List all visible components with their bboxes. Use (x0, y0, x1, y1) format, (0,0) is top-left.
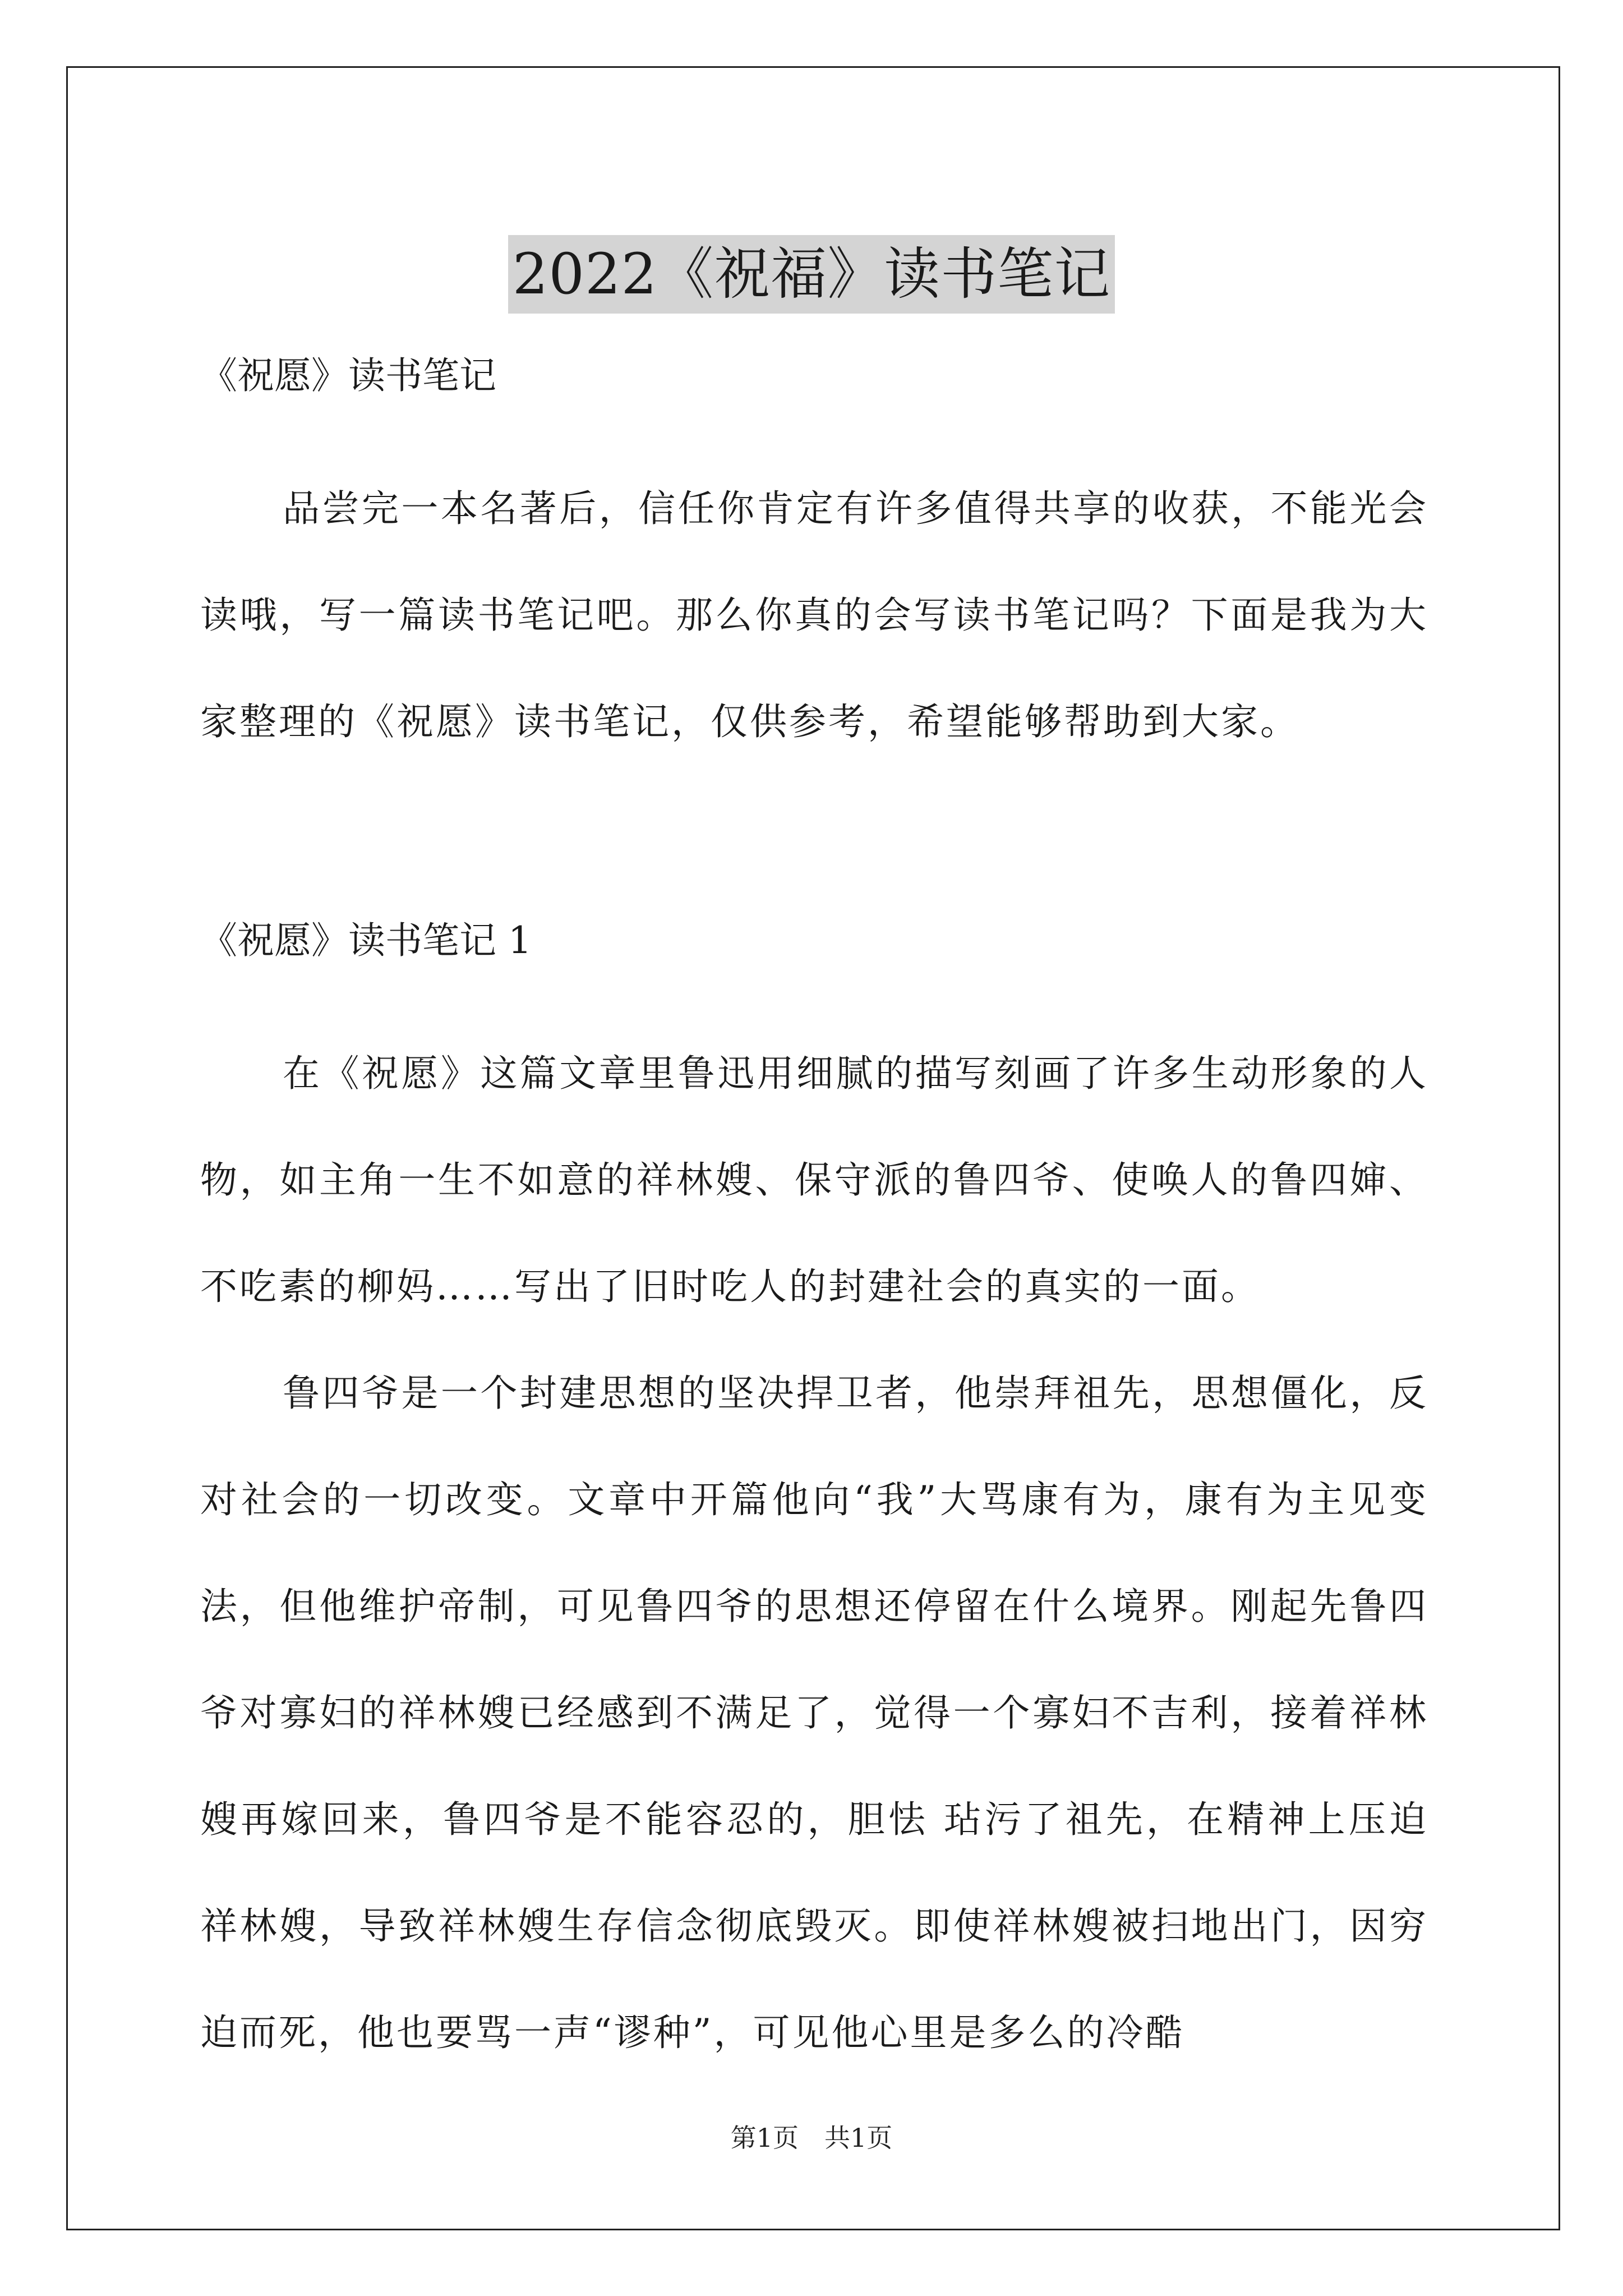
title-wrapper (0, 197, 1623, 351)
intro-paragraph: 品尝完一本名著后，信任你肯定有许多值得共享的收获，不能光会读哦，写一篇读书笔记吧。那么你真的会写读书笔记吗？下面是我为大家整理的《祝愿》读书笔记，仅供参考，希望能够帮助到大家。 (200, 487, 1428, 743)
document-title: 2022《祝福》读书笔记 (508, 235, 1115, 314)
section-heading: 《祝愿》读书笔记 1 (200, 919, 532, 962)
body-paragraph: 鲁四爷是一个封建思想的坚决捍卫者，他崇拜祖先，思想僵化，反对社会的一切改变。文章中开篇他向“我”大骂康有为，康有为主见变法，但他维护帝制，可见鲁四爷的思想还停留在什么境界。刚起先鲁四爷对寡妇的祥林嫂已经感到不满足了，觉得一个寡妇不吉利，接着祥林嫂再嫁回来，鲁四爷是不能容忍的，胆怯 玷污了祖先，在精神上压迫祥林嫂，导致祥林嫂生存信念彻底毁灭。即使祥林嫂被扫地出门，因穷迫而死，他也要骂一声“谬种”，可见他心里是多么的冷酷 (200, 1372, 1428, 2054)
page-footer: 第1页 共1页 (730, 2123, 893, 2153)
body-paragraph: 在《祝愿》这篇文章里鲁迅用细腻的描写刻画了许多生动形象的人物，如主角一生不如意的祥林嫂、保守派的鲁四爷、使唤人的鲁四婶、不吃素的柳妈……写出了旧时吃人的封建社会的真实的一面。 (200, 1052, 1428, 1308)
document-body (200, 348, 1428, 2086)
document-subtitle: 《祝愿》读书笔记 (200, 354, 496, 397)
